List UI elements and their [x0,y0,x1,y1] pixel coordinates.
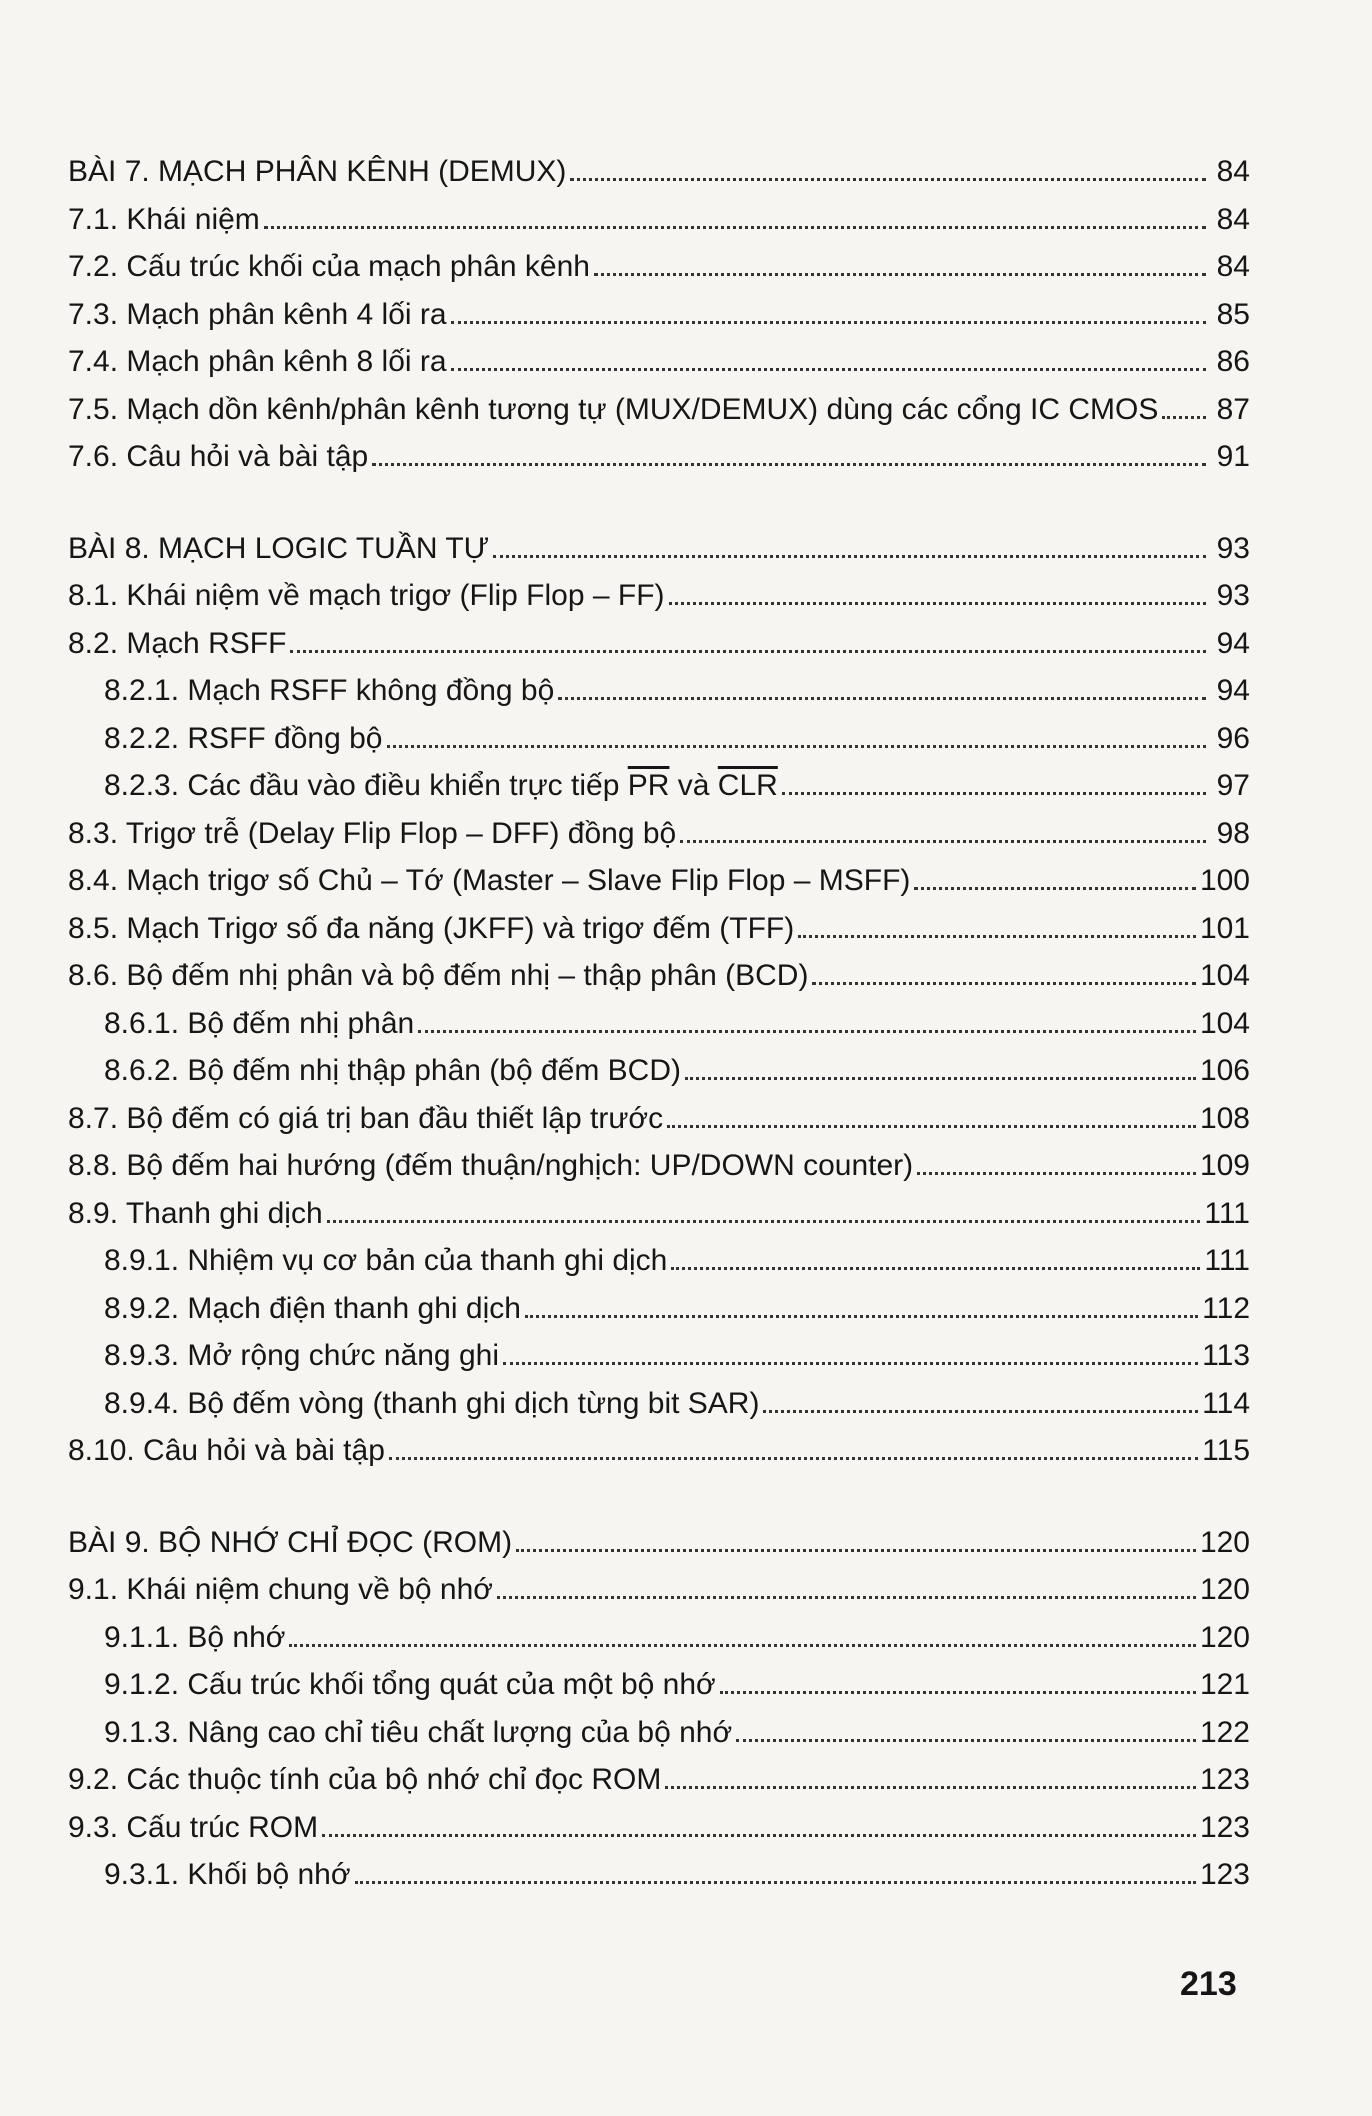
chapter-entry [68,525,1250,573]
toc-entry [68,1851,1250,1899]
dot-leader [389,1457,1198,1460]
entry-label: 8.6.1. Bộ đếm nhị phân [104,1006,415,1040]
entry-page-number: 120 [1199,1573,1250,1606]
entry-label: 8.5. Mạch Trigơ số đa năng (JKFF) và trigơ đếm (TFF) [68,911,795,945]
dot-leader [516,1549,1196,1552]
entry-label: BÀI 7. MẠCH PHÂN KÊNH (DEMUX) [68,155,567,188]
toc-entry [68,1614,1250,1662]
entry-label: 8.8. Bộ đếm hai hướng (đếm thuận/nghịch: UP/DOWN counter) [68,1149,914,1182]
entry-page-number: 86 [1216,345,1250,378]
entry-label: 8.4. Mạch trigơ số Chủ – Tớ (Master – Slave Flip Flop – MSFF) [68,864,911,897]
dot-leader [451,368,1206,371]
dot-leader [736,1739,1196,1742]
toc-entry [68,1095,1250,1143]
toc-entry [68,291,1250,339]
entry-page-number: 98 [1216,816,1250,850]
dot-leader [671,1267,1200,1270]
toc-entry [68,905,1250,953]
entry-page-number: 108 [1199,1101,1250,1135]
entry-label: 8.9. Thanh ghi dịch [68,1196,323,1230]
toc-entry [68,1380,1250,1428]
entry-label: 8.3. Trigơ trễ (Delay Flip Flop – DFF) đồng bộ [68,816,677,850]
toc-entry [68,1661,1250,1709]
entry-page-number: 94 [1216,674,1250,707]
toc-entry [68,857,1250,905]
table-of-contents [68,148,1250,1943]
dot-leader [570,178,1206,181]
dot-leader [327,1220,1201,1223]
entry-page-number: 121 [1199,1668,1250,1701]
dot-leader [387,745,1207,748]
toc-entry [68,1237,1250,1285]
dot-leader [355,1881,1196,1884]
entry-page-number: 96 [1216,721,1250,755]
entry-label: 8.2.3. Các đầu vào điều khiển trực tiếp $\overline{PR}$ và $\overline{CLR}$ [104,769,778,802]
entry-label: 8.6.2. Bộ đếm nhị thập phân (bộ đếm BCD) [104,1054,682,1087]
entry-page-number: 111 [1204,1196,1250,1230]
entry-label: 8.9.1. Nhiệm vụ cơ bản của thanh ghi dịch [104,1244,668,1277]
entry-page-number: 104 [1199,1006,1250,1040]
toc-entry [68,762,1250,810]
toc-entry [68,1427,1250,1475]
entry-label: 9.1.2. Cấu trúc khối tổng quát của một bộ nhớ [104,1668,716,1701]
entry-label: 9.3.1. Khối bộ nhớ [104,1858,351,1891]
entry-page-number: 84 [1216,250,1250,283]
entry-label: 8.1. Khái niệm về mạch trigơ (Flip Flop – FF) [68,579,665,612]
entry-label: 7.4. Mạch phân kênh 8 lối ra [68,345,447,378]
entry-label: 8.2.2. RSFF đồng bộ [104,721,383,755]
entry-label: 7.1. Khái niệm [68,202,260,236]
dot-leader [493,555,1206,558]
dot-leader [290,650,1206,653]
dot-leader [594,273,1206,276]
entry-page-number: 100 [1199,864,1250,897]
dot-leader [289,1644,1195,1647]
dot-leader [720,1691,1196,1694]
page-number: 213 [1180,1965,1237,2003]
entry-label: 8.2.1. Mạch RSFF không đồng bộ [104,674,555,707]
dot-leader [680,840,1206,843]
entry-page-number: 84 [1216,155,1250,188]
toc-entry [68,338,1250,386]
entry-page-number: 112 [1202,1291,1250,1325]
entry-page-number: 123 [1199,1810,1250,1844]
dot-leader [264,226,1206,229]
entry-page-number: 94 [1216,626,1250,660]
entry-page-number: 101 [1199,911,1250,945]
entry-page-number: 97 [1216,769,1250,802]
toc-entry [68,433,1250,481]
entry-label: 7.6. Câu hỏi và bài tập [68,440,369,473]
entry-page-number: 104 [1199,959,1250,992]
toc-entry [68,1047,1250,1095]
entry-label: 8.10. Câu hỏi và bài tập [68,1434,385,1467]
entry-page-number: 123 [1199,1763,1250,1796]
chapter-entry [68,1519,1250,1567]
entry-label: 7.2. Cấu trúc khối của mạch phân kênh [68,250,590,283]
dot-leader [917,1172,1196,1175]
toc-entry [68,1000,1250,1048]
toc-entry [68,572,1250,620]
dot-leader [372,463,1206,466]
entry-label: 8.9.3. Mở rộng chức năng ghi [104,1339,499,1372]
dot-leader [667,1125,1196,1128]
dot-leader [451,321,1206,324]
toc-entry [68,243,1250,291]
toc-entry [68,386,1250,434]
dot-leader [665,1786,1196,1789]
dot-leader [763,1410,1198,1413]
entry-page-number: 122 [1199,1715,1250,1749]
toc-entry [68,1566,1250,1614]
toc-entry [68,667,1250,715]
dot-leader [525,1315,1198,1318]
entry-page-number: 93 [1216,531,1250,565]
toc-section [68,148,1250,481]
entry-label: 8.2. Mạch RSFF [68,626,287,660]
entry-label: 9.1.3. Nâng cao chỉ tiêu chất lượng của bộ nhớ [104,1715,733,1749]
entry-page-number: 84 [1216,202,1250,236]
dot-leader [322,1834,1196,1837]
dot-leader [812,982,1195,985]
dot-leader [669,602,1206,605]
dot-leader [497,1596,1196,1599]
entry-label: BÀI 9. BỘ NHỚ CHỈ ĐỌC (ROM) [68,1525,513,1559]
entry-page-number: 120 [1199,1620,1250,1654]
toc-entry [68,1709,1250,1757]
entry-page-number: 109 [1199,1149,1250,1182]
entry-label: 9.1.1. Bộ nhớ [104,1620,286,1654]
toc-entry [68,620,1250,668]
dot-leader [798,935,1196,938]
entry-label: 9.1. Khái niệm chung về bộ nhớ [68,1573,493,1606]
entry-label: 9.2. Các thuộc tính của bộ nhớ chỉ đọc ROM [68,1763,662,1796]
entry-label: 8.9.4. Bộ đếm vòng (thanh ghi dịch từng bit SAR) [104,1386,760,1420]
toc-entry [68,1190,1250,1238]
toc-section [68,525,1250,1475]
entry-label: 7.5. Mạch dồn kênh/phân kênh tương tự (MUX/DEMUX) dùng các cổng IC CMOS [68,392,1159,426]
chapter-entry [68,148,1250,196]
entry-page-number: 114 [1202,1386,1250,1420]
entry-page-number: 106 [1199,1054,1250,1087]
entry-page-number: 111 [1204,1244,1250,1277]
entry-label: BÀI 8. MẠCH LOGIC TUẦN TỰ [68,531,490,565]
dot-leader [782,792,1206,795]
entry-page-number: 115 [1202,1434,1250,1467]
entry-label: 7.3. Mạch phân kênh 4 lối ra [68,297,447,331]
toc-entry [68,1332,1250,1380]
toc-entry [68,1756,1250,1804]
toc-section [68,1519,1250,1899]
entry-page-number: 85 [1216,297,1250,331]
entry-page-number: 120 [1199,1525,1250,1559]
entry-label: 8.7. Bộ đếm có giá trị ban đầu thiết lập trước [68,1101,664,1135]
toc-entry [68,196,1250,244]
entry-page-number: 93 [1216,579,1250,612]
toc-entry [68,810,1250,858]
toc-entry [68,952,1250,1000]
entry-label: 9.3. Cấu trúc ROM [68,1810,319,1844]
dot-leader [418,1030,1196,1033]
entry-page-number: 87 [1216,392,1250,426]
dot-leader [685,1077,1196,1080]
toc-entry [68,1285,1250,1333]
dot-leader [503,1362,1198,1365]
dot-leader [914,887,1196,890]
toc-entry [68,1142,1250,1190]
dot-leader [1162,416,1206,419]
toc-entry [68,715,1250,763]
entry-label: 8.6. Bộ đếm nhị phân và bộ đếm nhị – thập phân (BCD) [68,959,809,992]
entry-label: 8.9.2. Mạch điện thanh ghi dịch [104,1291,521,1325]
entry-page-number: 123 [1199,1858,1250,1891]
entry-page-number: 91 [1216,440,1250,473]
toc-entry [68,1804,1250,1852]
dot-leader [558,697,1206,700]
entry-page-number: 113 [1202,1339,1250,1372]
